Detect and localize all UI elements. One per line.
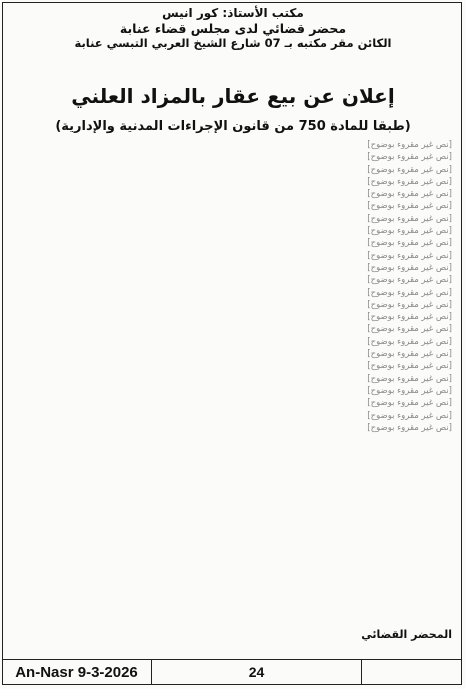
notice-paragraph: [نص غير مقروء بوضوح]	[367, 422, 452, 433]
office-title: محضر قضائي لدى مجلس قضاء عنابة	[119, 21, 347, 36]
page-footer	[2, 659, 462, 685]
notice-paragraph: [نص غير مقروء بوضوح]	[367, 299, 452, 310]
notice-paragraph: [نص غير مقروء بوضوح]	[367, 410, 452, 421]
notice-paragraph: [نص غير مقروء بوضوح]	[367, 238, 452, 249]
notice-paragraph: [نص غير مقروء بوضوح]	[367, 262, 452, 273]
notice-paragraph: [نص غير مقروء بوضوح]	[367, 226, 452, 237]
notice-paragraph: [نص غير مقروء بوضوح]	[367, 324, 452, 335]
notice-paragraph: [نص غير مقروء بوضوح]	[367, 398, 452, 409]
notice-paragraph: [نص غير مقروء بوضوح]	[367, 152, 452, 163]
page-number: 24	[152, 660, 362, 685]
notice-paragraph: [نص غير مقروء بوضوح]	[367, 312, 452, 323]
notice-title: إعلان عن بيع عقار بالمزاد العلني	[71, 84, 395, 108]
signature: المحضر القضائي	[361, 628, 452, 641]
notice-body	[12, 140, 452, 435]
notice-subtitle: (طبقا للمادة 750 من قانون الإجراءات المدنية والإدارية)	[55, 119, 411, 134]
notice-paragraph: [نص غير مقروء بوضوح]	[367, 189, 452, 200]
notice-paragraph: [نص غير مقروء بوضوح]	[367, 336, 452, 347]
office-name: مكتب الأستاذ: كور انيس	[162, 6, 304, 20]
notice-paragraph: [نص غير مقروء بوضوح]	[367, 361, 452, 372]
notice-paragraph: [نص غير مقروء بوضوح]	[367, 385, 452, 396]
newspaper-name: An-Nasr 9-3-2026	[2, 660, 152, 685]
notice-paragraph: [نص غير مقروء بوضوح]	[367, 164, 452, 175]
notice-paragraph: [نص غير مقروء بوضوح]	[367, 275, 452, 286]
office-header	[0, 6, 466, 51]
notice-paragraph: [نص غير مقروء بوضوح]	[367, 140, 452, 150]
notice-paragraph: [نص غير مقروء بوضوح]	[367, 349, 452, 360]
notice-paragraph: [نص غير مقروء بوضوح]	[367, 213, 452, 224]
notice-paragraph: [نص غير مقروء بوضوح]	[367, 176, 452, 187]
notice-paragraph: [نص غير مقروء بوضوح]	[367, 373, 452, 384]
notice-paragraph: [نص غير مقروء بوضوح]	[367, 250, 452, 261]
office-address: الكائن مقر مكتبه بـ 07 شارع الشيخ العربي التبسي عنابة	[74, 36, 392, 50]
notice-paragraph: [نص غير مقروء بوضوح]	[367, 287, 452, 298]
notice-paragraph: [نص غير مقروء بوضوح]	[367, 201, 452, 212]
